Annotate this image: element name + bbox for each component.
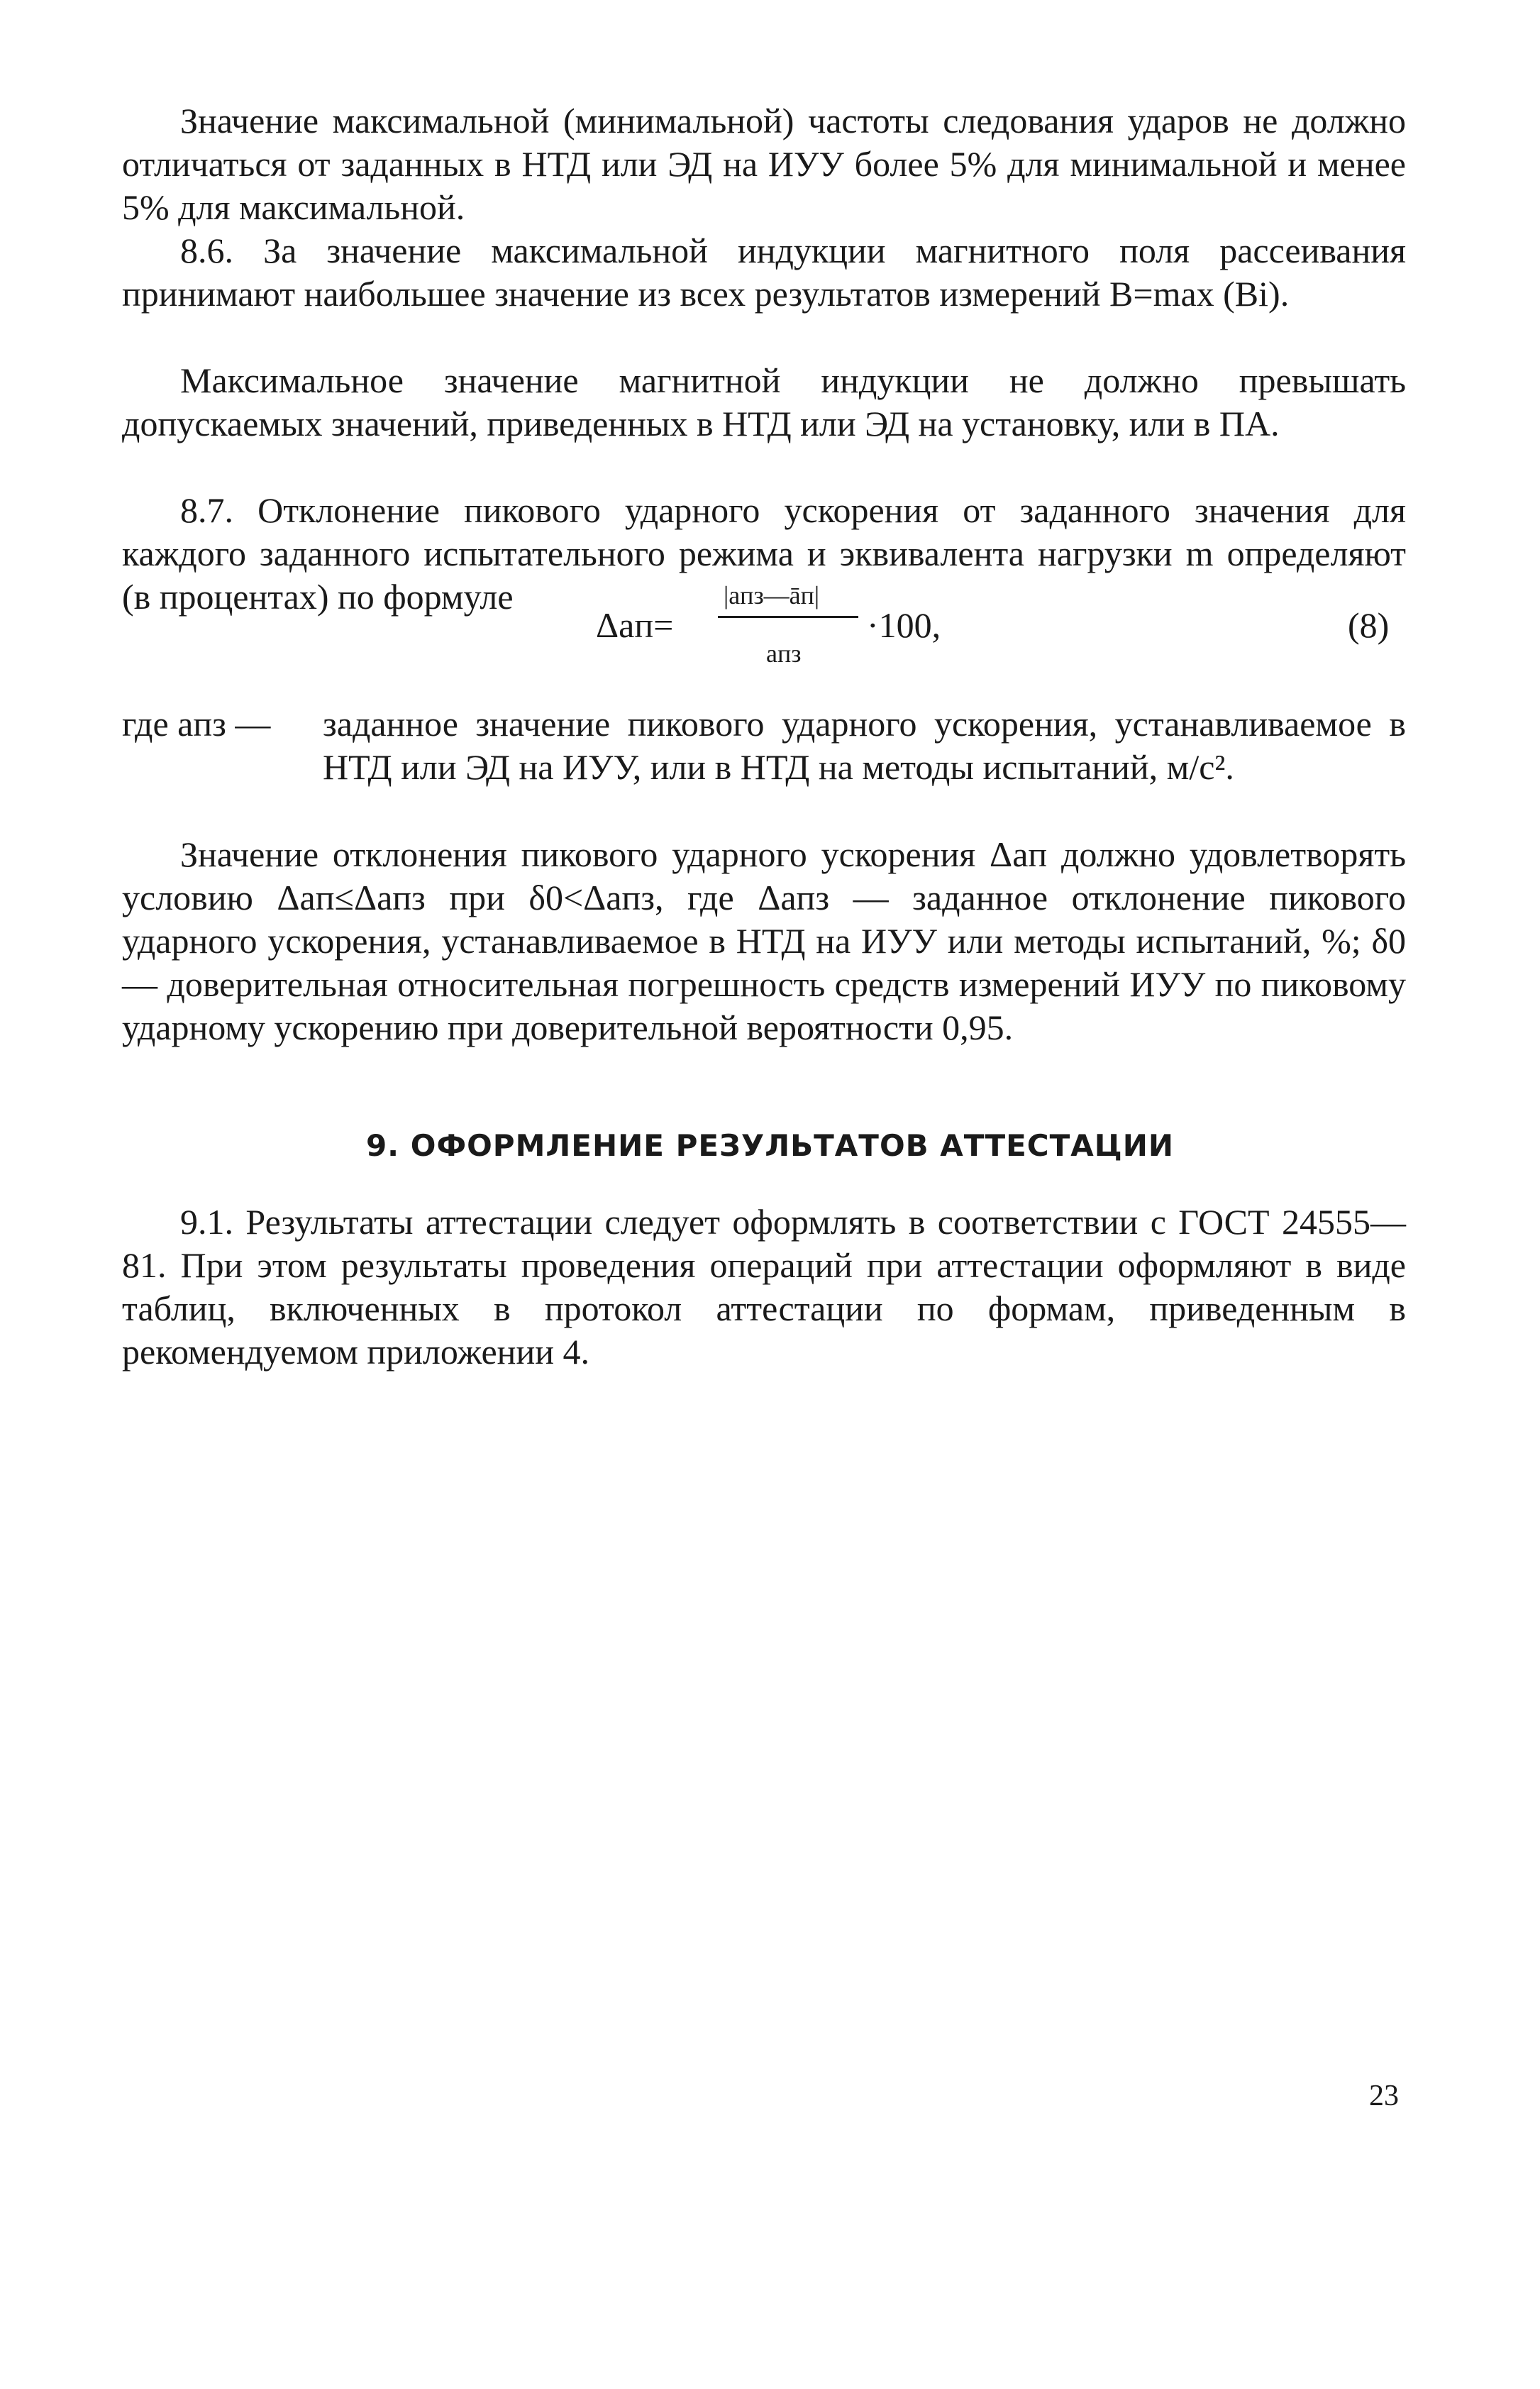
formula-denominator: aпз (766, 639, 802, 668)
formula-8 (0, 561, 1540, 695)
paragraph-max-induction: Максимальное значение магнитной индукции не должно превышать допускаемых значений, приведенных в НТД или ЭД на установку, или в ПА. (122, 360, 1406, 443)
fraction-bar (718, 616, 858, 618)
paragraph-8-6: 8.6. За значение максимальной индукции магнитного поля рассеивания принимают наибольшее значение из всех результатов измерений B=max (Bi). (122, 231, 1406, 314)
formula-number: (8) (1348, 605, 1390, 645)
formula-lhs: Δaп= (596, 605, 674, 645)
where-definition: заданное значение пикового ударного ускорения, устанавливаемое в НТД или ЭД на ИУУ, или в НТД на методы испытаний, м/с². (323, 704, 1406, 787)
page-number: 23 (1369, 2080, 1399, 2112)
paragraph-deviation-condition: Значение отклонения пикового ударного ускорения Δaп должно удовлетворять условию Δaп≤Δaпз при δ0<Δaпз, где Δaпз — заданное отклонение пикового ударного ускорения, устанавливаемое в НТД на ИУУ или методы испытаний, %; δ0 — доверительная относительная погрешность средств измерений ИУУ по пиковому ударному ускорению при доверительной вероятности 0,95. (122, 834, 1406, 1047)
paragraph-shock-frequency: Значение максимальной (минимальной) частоты следования ударов не должно отличаться от заданных в НТД или ЭД на ИУУ более 5% для минимальной и менее 5% для максимальной. (122, 101, 1406, 227)
paragraph-8-7: 8.7. Отклонение пикового ударного ускорения от заданного значения для каждого заданного испытательного режима и эквивалента нагрузки m определяют (в процентах) по формуле (122, 490, 1406, 617)
formula-numerator: |aпз—āп| (724, 581, 820, 609)
formula-multiplier: ·100, (867, 605, 941, 645)
where-label: где aпз — (122, 704, 271, 744)
paragraph-9-1: 9.1. Результаты аттестации следует оформлять в соответствии с ГОСТ 24555—81. При этом результаты проведения операций при аттестации оформляют в виде таблиц, включенных в протокол аттестации по формам, приведенным в рекомендуемом приложении 4. (122, 1202, 1406, 1372)
section-heading-9: 9. ОФОРМЛЕНИЕ РЕЗУЛЬТАТОВ АТТЕСТАЦИИ (365, 1128, 1175, 1163)
